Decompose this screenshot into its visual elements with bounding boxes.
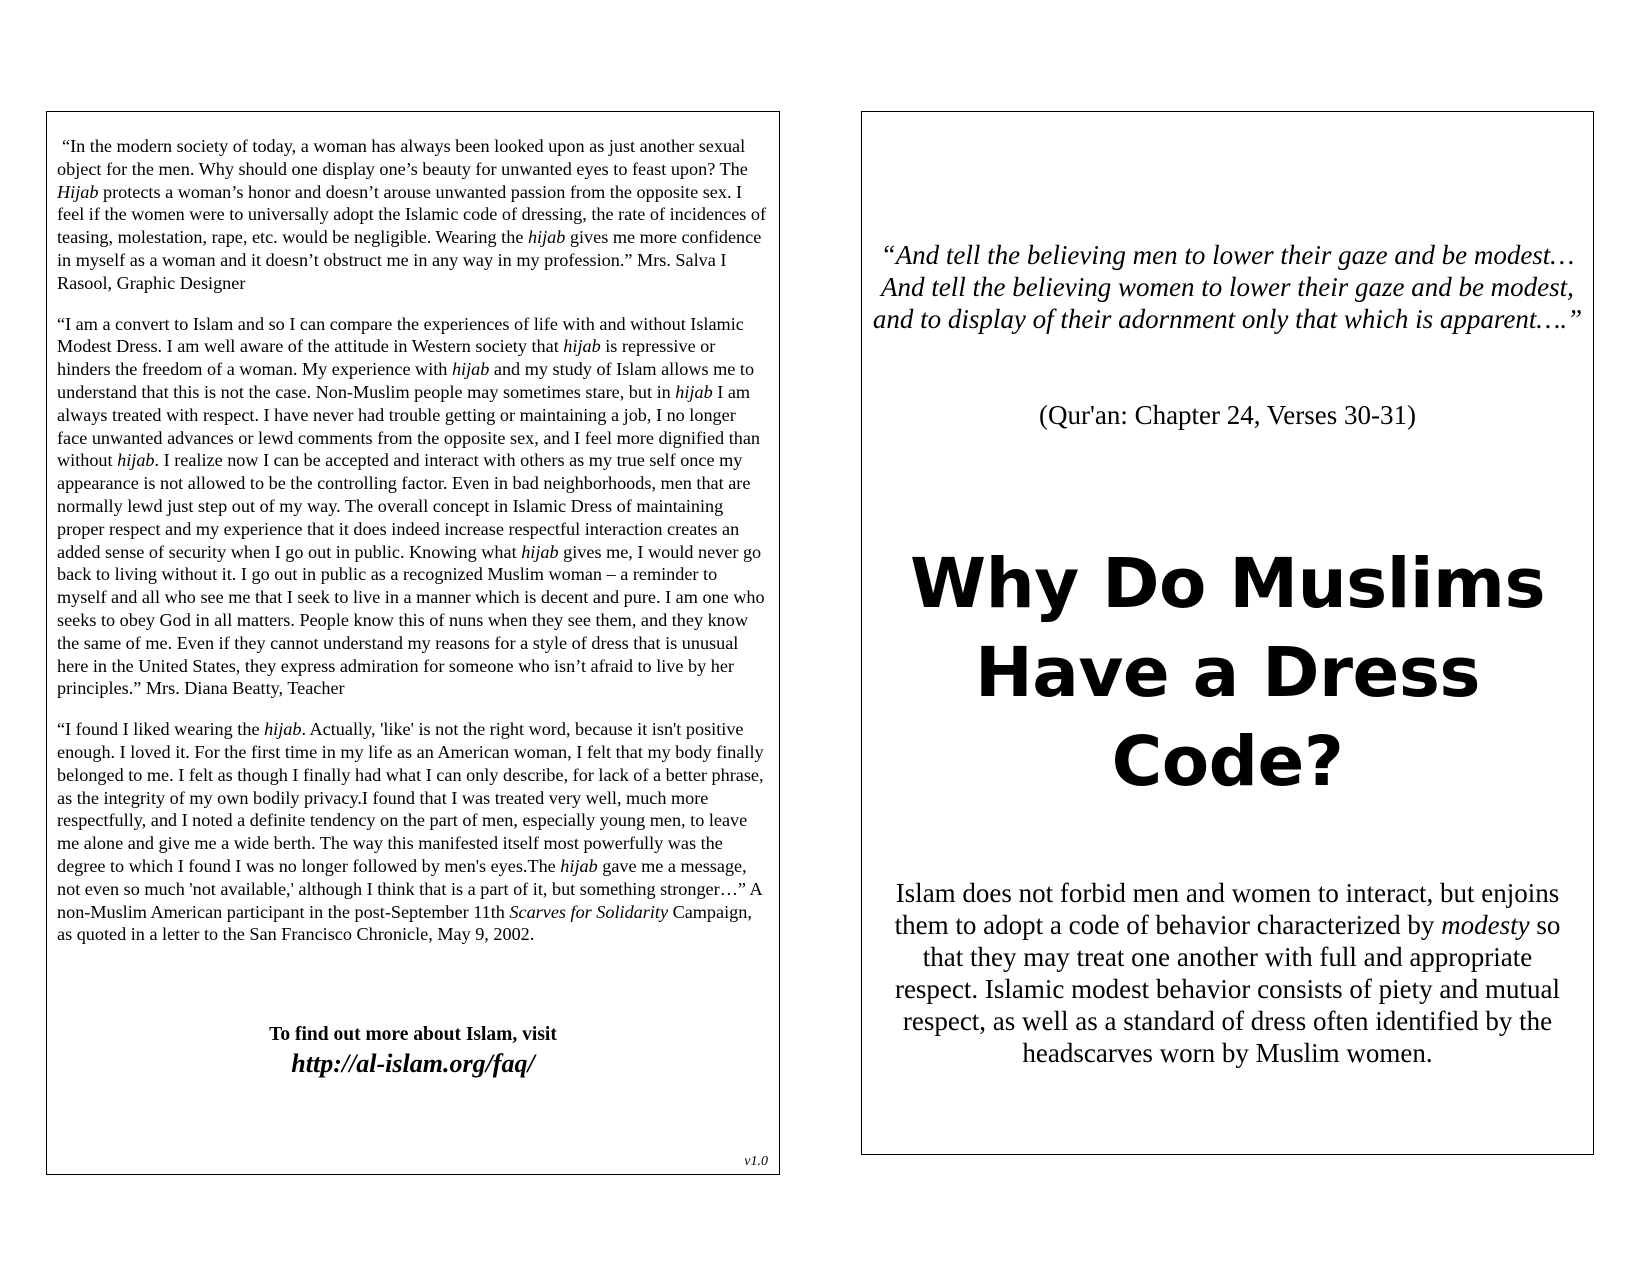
italic-term: hijab: [563, 336, 601, 357]
italic-term: hijab: [521, 541, 559, 562]
page-title: [862, 540, 1593, 807]
testimonial-diana-beatty: “I am a convert to Islam and so I can compare the experiences of life with and without Islamic Modest Dress. I am well aware of the attitude in Western society that hijab is repressive or hinders the freedom of a woman. My experience with hijab and my study of Islam allows me to understand that this is not the case. Non-Muslim people may sometimes stare, but in hijab I am always treated with respect. I have never had trouble getting or maintaining a job, I no longer face unwanted advances or lewd comments from the opposite sex, and I feel more dignified than without hijab. I realize now I can be accepted and interact with others as my true self once my appearance is not allowed to be the controlling factor. Even in bad neighborhoods, men that are normally lewd just step out of my way. The overall concept in Islamic Dress of maintaining proper respect and my experience that it does indeed increase respectful interaction creates an added sense of security when I go out in public. Knowing what hijab gives me, I would never go back to living without it. I go out in public as a recognized Muslim woman – a reminder to myself and all who see me that I seek to live in a manner which is decent and pure. I am one who seeks to obey God in all matters. People know this of nuns when they see them, and they know the same of me. Even if they cannot understand my reasons for a style of dress that is unusual here in the United States, they express admiration for someone who isn’t afraid to live by her principles.” Mrs. Diana Beatty, Teacher: [57, 313, 765, 699]
italic-term: Scarves for Solidarity: [509, 901, 669, 922]
italic-term: hijab: [560, 855, 598, 876]
quran-quote: “And tell the believing men to lower their gaze and be modest…And tell the believing women to lower their gaze and be modest, and to display of their adornment only that which is apparent….”: [872, 240, 1583, 334]
italic-term: hijab: [117, 450, 155, 471]
title-line-2: Have a Dress Code?: [975, 633, 1480, 802]
visit-block: [47, 1022, 779, 1080]
italic-term: hijab: [264, 719, 302, 740]
testimonial-salva-rasool: “In the modern society of today, a woman has always been looked upon as just another sexual object for the men. Why should one display one’s beauty for unwanted eyes to feast upon? The Hijab protects a woman’s honor and doesn’t arouse unwanted passion from the opposite sex. I feel if the women were to universally adopt the Islamic code of dressing, the rate of incidences of teasing, molestation, rape, etc. would be negligible. Wearing the hijab gives me more confidence in myself as a woman and it doesn’t obstruct me in any way in my profession.” Mrs. Salva I Rasool, Graphic Designer: [57, 136, 767, 293]
quran-citation: (Qur'an: Chapter 24, Verses 30-31): [1038, 400, 1417, 430]
cover-panel: [861, 111, 1594, 1155]
italic-term: hijab: [451, 359, 490, 380]
italic-term: Hijab: [57, 181, 99, 202]
visit-url-link[interactable]: http://al-islam.org/faq/: [291, 1049, 535, 1078]
visit-label: To find out more about Islam, visit: [269, 1024, 557, 1045]
title-line-1: Why Do Muslims: [909, 544, 1546, 624]
italic-term: hijab: [675, 381, 713, 402]
italic-term: modesty: [1441, 910, 1530, 940]
testimonials: [57, 135, 769, 964]
summary-paragraph: Islam does not forbid men and women to interact, but enjoins them to adopt a code of behavior characterized by modesty so that they may treat one another with full and appropriate respect. Islamic modest behavior consists of piety and mutual respect, as well as a standard of dress often identified by the headscarves worn by Muslim women.: [894, 878, 1561, 1068]
version-label: v1.0: [744, 1154, 768, 1169]
italic-term: hijab: [527, 227, 566, 248]
testimonial-scarves-for-solidarity: “I found I liked wearing the hijab. Actually, 'like' is not the right word, because it isn't positive enough. I loved it. For the first time in my life as an American woman, I felt that my body finally belonged to me. I felt as though I finally had what I can only describe, for lack of a better phrase, as the integrity of my own bodily privacy.I found that I was treated very well, much more respectfully, and I noted a definite tendency on the part of men, especially young men, to leave me alone and give me a wide berth. The way this manifested itself most powerfully was the degree to which I found I was no longer followed by men's eyes.The hijab gave me a message, not even so much 'not available,' although I think that is a part of it, but something stronger…” A non-Muslim American participant in the post-September 11th Scarves for Solidarity Campaign, as quoted in a letter to the San Francisco Chronicle, May 9, 2002.: [57, 719, 764, 945]
back-panel: [46, 111, 780, 1175]
